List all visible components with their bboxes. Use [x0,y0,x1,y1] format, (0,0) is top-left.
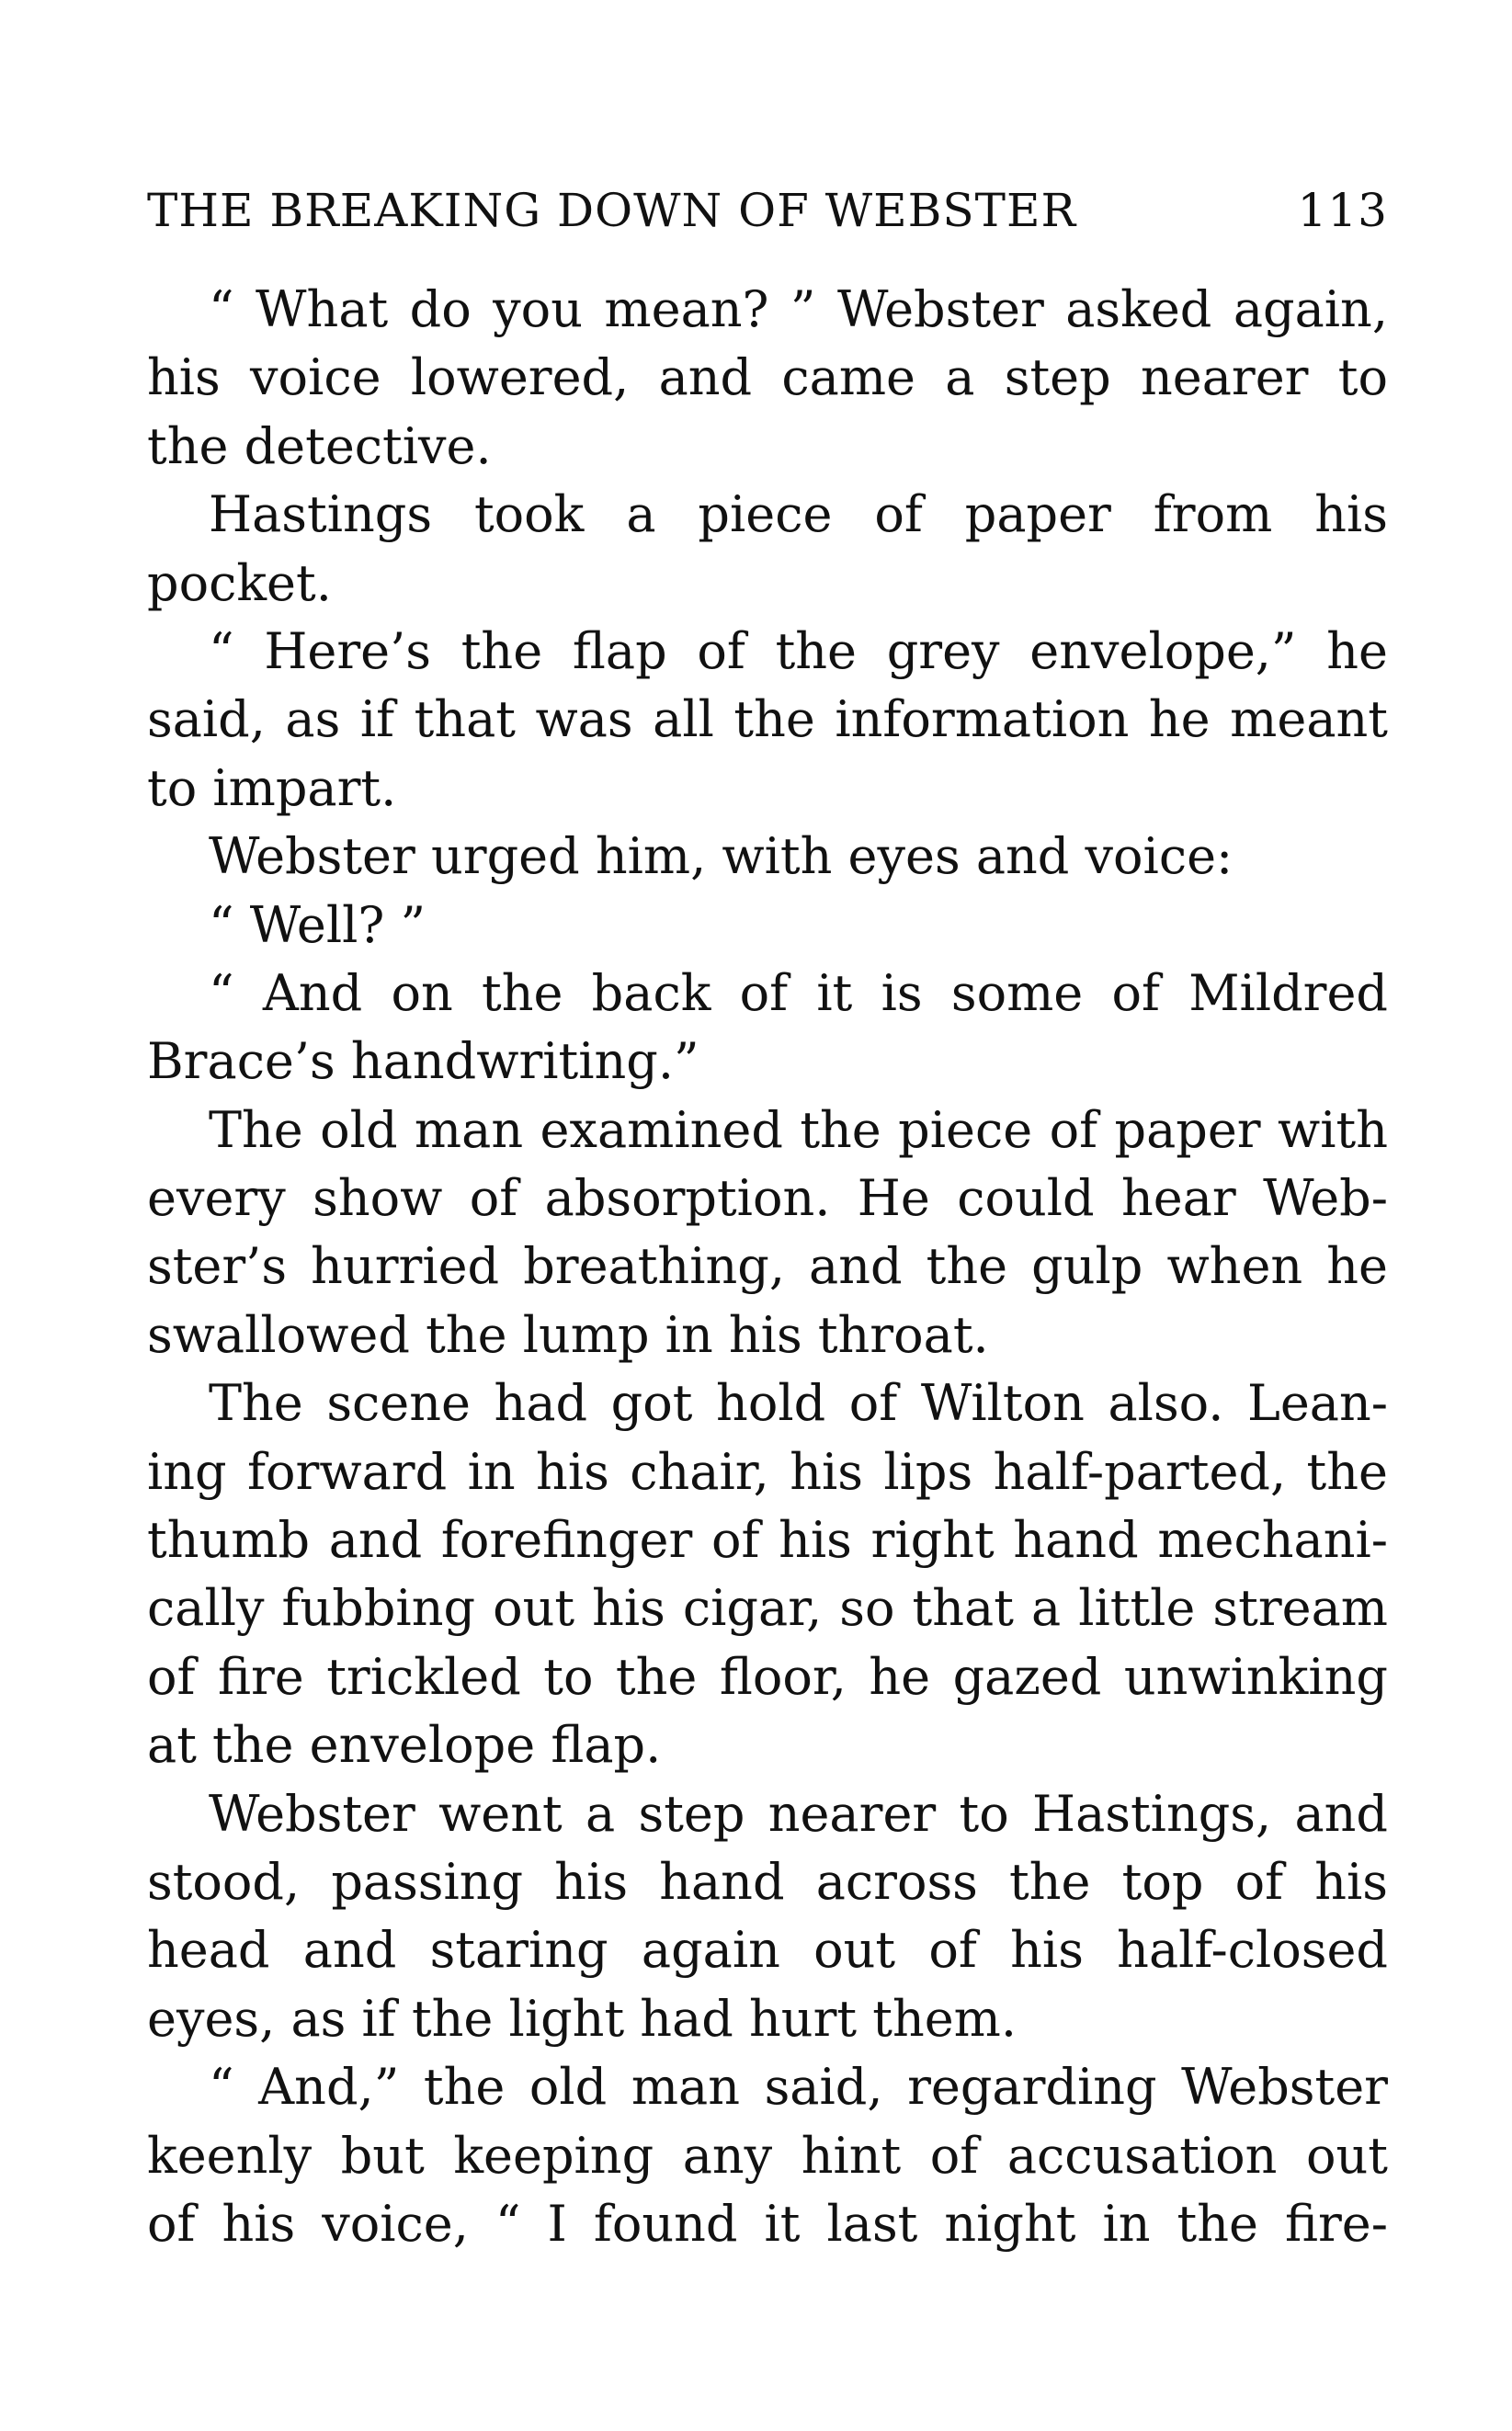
page-number: 113 [1297,184,1388,237]
text-line: to impart. [147,758,397,817]
text-line: “ And,” the old man said, regarding Webster [209,2058,1388,2117]
text-line: keenly but keeping any hint of accusation out [147,2126,1388,2185]
text-line: “ Well? ” [209,895,426,954]
text-line: cally fubbing out his cigar, so that a little stream [147,1579,1388,1638]
text-line: “ What do you mean? ” Webster asked again, [209,280,1388,338]
running-head [147,184,1388,248]
text-line: The scene had got hold of Wilton also. Lean- [209,1374,1388,1433]
text-line: of fire trickled to the floor, he gazed unwinking [147,1647,1388,1706]
text-line: “ Here’s the flap of the grey envelope,” he [209,621,1388,680]
text-line: The old man examined the piece of paper with [209,1100,1388,1159]
text-line: of his voice, “ I found it last night in the fire- [147,2194,1388,2253]
text-line: at the envelope flap. [147,1716,662,1775]
text-line: Webster went a step nearer to Hastings, and [209,1784,1388,1843]
text-line: every show of absorption. He could hear Web- [147,1169,1388,1228]
text-line: pocket. [147,553,332,612]
text-line: ing forward in his chair, his lips half-parted, the [147,1442,1388,1501]
text-line: said, as if that was all the information he meant [147,690,1388,749]
running-head-title: THE BREAKING DOWN OF WEBSTER [147,184,1077,237]
text-line: stood, passing his hand across the top of his [147,1852,1388,1911]
text-line: Brace’s handwriting.” [147,1032,699,1091]
text-line: Webster urged him, with eyes and voice: [209,827,1233,886]
text-line: Hastings took a piece of paper from his [209,485,1388,544]
text-line: thumb and forefinger of his right hand mechani- [147,1511,1388,1570]
text-line: swallowed the lump in his throat. [147,1305,989,1364]
text-line: head and staring again out of his half-closed [147,1921,1388,1980]
text-line: eyes, as if the light had hurt them. [147,1989,1017,2048]
body-text [147,276,1388,2258]
text-line: “ And on the back of it is some of Mildred [209,963,1388,1022]
text-line: his voice lowered, and came a step nearer to [147,348,1388,407]
text-line: ster’s hurried breathing, and the gulp when he [147,1237,1388,1296]
text-line: the detective. [147,416,492,475]
